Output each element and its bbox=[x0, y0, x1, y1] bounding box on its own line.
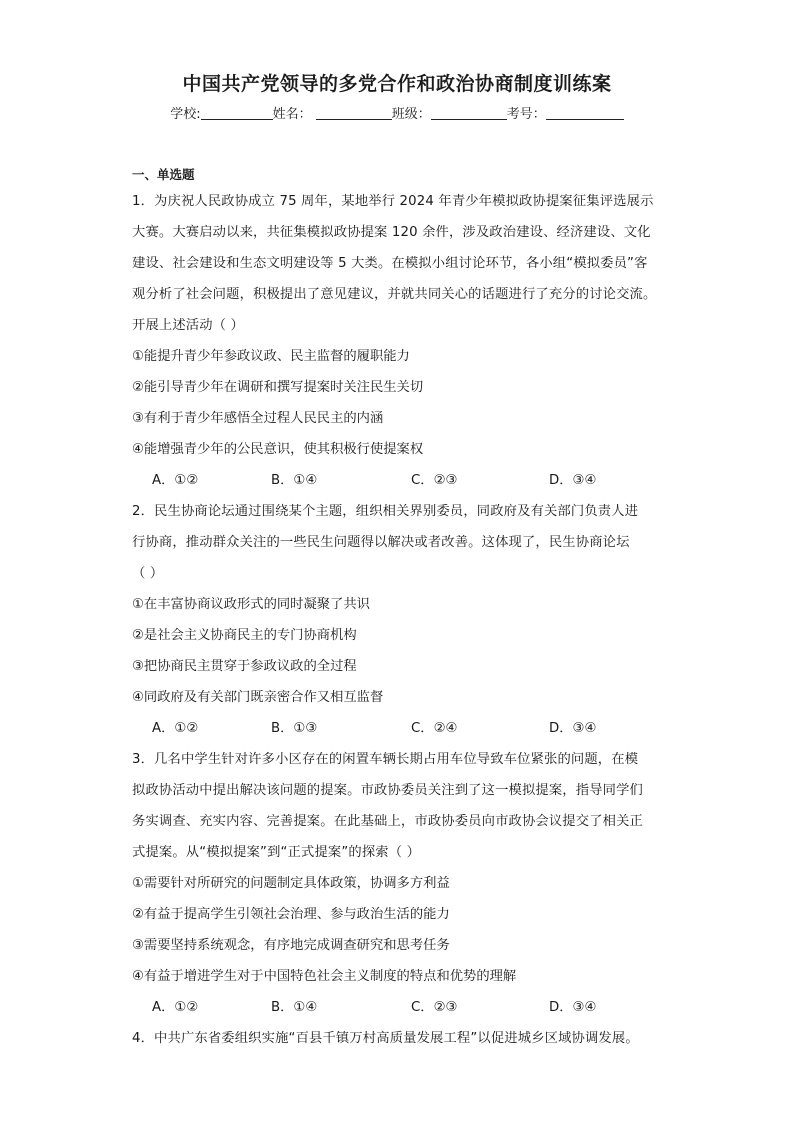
choice-d[interactable]: D．③④ bbox=[549, 1000, 597, 1015]
question-text-line: 行协商，推动群众关注的一些民生问题得以解决或者改善。这体现了，民生协商论坛 bbox=[132, 535, 630, 550]
question-text-line: （ ） bbox=[132, 566, 164, 581]
school-blank bbox=[201, 107, 273, 120]
choice-b[interactable]: B．①③ bbox=[271, 721, 318, 736]
question-2 bbox=[132, 496, 668, 744]
question-text-line: 建设、社会建设和生态文明建设等 5 大类。在模拟小组讨论环节，各小组“模拟委员”客 bbox=[132, 256, 648, 271]
statement-option: ④同政府及有关部门既亲密合作又相互监督 bbox=[132, 690, 384, 705]
class-blank bbox=[431, 107, 507, 120]
choice-b[interactable]: B．①④ bbox=[271, 1000, 318, 1015]
statement-option: ③有利于青少年感悟全过程人民民主的内涵 bbox=[132, 411, 384, 426]
question-text-line: 拟政协活动中提出解决该问题的提案。市政协委员关注到了这一模拟提案，指导同学们 bbox=[132, 783, 643, 798]
statement-option: ①能提升青少年参政议政、民主监督的履职能力 bbox=[132, 349, 410, 364]
question-text-line: 务实调查、充实内容、完善提案。在此基础上，市政协委员向市政协会议提交了相关正 bbox=[132, 814, 643, 829]
question-text-line: 1．为庆祝人民政协成立 75 周年，某地举行 2024 年青少年模拟政协提案征集评选展示 bbox=[132, 194, 654, 209]
choice-a[interactable]: A．①② bbox=[152, 721, 199, 736]
school-label: 学校: bbox=[170, 107, 201, 122]
choice-d[interactable]: D．③④ bbox=[549, 721, 597, 736]
question-text-line: 式提案。从“模拟提案”到“正式提案”的探索（ ） bbox=[132, 845, 421, 860]
questions-content bbox=[132, 164, 668, 1054]
question-text-line: 4．中共广东省委组织实施“百县千镇万村高质量发展工程”以促进城乡区域协调发展。 bbox=[132, 1031, 639, 1046]
question-text-line: 观分析了社会问题，积极提出了意见建议，并就共同关心的话题进行了充分的讨论交流。 bbox=[132, 287, 657, 302]
choice-a[interactable]: A．①② bbox=[152, 473, 199, 488]
student-info-line bbox=[0, 103, 794, 122]
statement-option: ④有益于增进学生对于中国特色社会主义制度的特点和优势的理解 bbox=[132, 969, 517, 984]
question-text-line: 开展上述活动（ ） bbox=[132, 318, 244, 333]
choice-c[interactable]: C．②④ bbox=[411, 721, 458, 736]
statement-option: ③需要坚持系统观念，有序地完成调查研究和思考任务 bbox=[132, 938, 450, 953]
question-text-line: 3．几名中学生针对许多小区存在的闲置车辆长期占用车位导致车位紧张的问题，在模 bbox=[132, 752, 639, 767]
question-1 bbox=[132, 186, 668, 496]
statement-option: ③把协商民主贯穿于参政议政的全过程 bbox=[132, 659, 357, 674]
choice-c[interactable]: C．②③ bbox=[411, 1000, 458, 1015]
statement-option: ①需要针对所研究的问题制定具体政策，协调多方利益 bbox=[132, 876, 450, 891]
page-title: 中国共产党领导的多党合作和政治协商制度训练案 bbox=[182, 73, 612, 95]
statement-option: ④能增强青少年的公民意识，使其积极行使提案权 bbox=[132, 442, 424, 457]
choice-d[interactable]: D．③④ bbox=[549, 473, 597, 488]
section-heading: 一、单选题 bbox=[132, 167, 195, 182]
name-blank bbox=[316, 107, 392, 120]
choice-c[interactable]: C．②③ bbox=[411, 473, 458, 488]
choice-a[interactable]: A．①② bbox=[152, 1000, 199, 1015]
answer-choices bbox=[132, 992, 668, 1023]
exam-number-blank bbox=[546, 107, 624, 120]
question-3 bbox=[132, 744, 668, 1023]
question-text-line: 2．民生协商论坛通过围绕某个主题，组织相关界别委员，同政府及有关部门负责人进 bbox=[132, 504, 639, 519]
question-text-line: 大赛。大赛启动以来，共征集模拟政协提案 120 余件，涉及政治建设、经济建设、文化 bbox=[132, 225, 651, 240]
statement-option: ②是社会主义协商民主的专门协商机构 bbox=[132, 628, 357, 643]
statement-option: ①在丰富协商议政形式的同时凝聚了共识 bbox=[132, 597, 370, 612]
question-4 bbox=[132, 1023, 668, 1054]
choice-b[interactable]: B．①④ bbox=[271, 473, 318, 488]
class-label: 班级： bbox=[391, 107, 431, 122]
exam-number-label: 考号： bbox=[506, 107, 546, 122]
answer-choices bbox=[132, 713, 668, 744]
name-label: 姓名： bbox=[272, 107, 312, 122]
statement-option: ②能引导青少年在调研和撰写提案时关注民生关切 bbox=[132, 380, 424, 395]
answer-choices bbox=[132, 465, 668, 496]
statement-option: ②有益于提高学生引领社会治理、参与政治生活的能力 bbox=[132, 907, 450, 922]
